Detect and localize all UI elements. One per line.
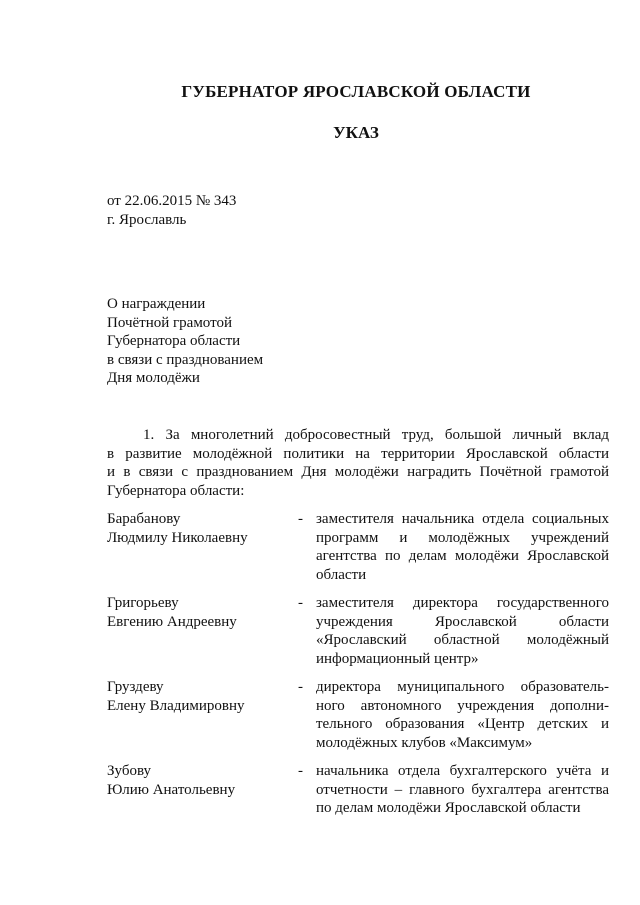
position-line: «Ярославский областной молодёжный [316,632,609,648]
decree-paragraph-1 [107,426,609,500]
recipient-entry [107,510,609,594]
position-line: молодёжных клубов «Максимум» [316,734,533,751]
position-line: по делам молодёжи Ярославской области [316,800,581,816]
recipient-name [107,678,287,715]
decree-meta [107,192,236,230]
position-line: ного автономного учреждения дополни- [316,697,609,714]
subject-line: в связи с празднованием [107,351,264,368]
recipient-dash: - [298,763,303,779]
paragraph-line: в развитие молодёжной политики на территории Ярославской области [107,445,609,462]
position-line: директора муниципального образователь- [316,679,609,695]
recipient-given-name: Елену Владимировну [107,697,245,714]
position-line: отчетности – главного бухгалтера агентства [316,781,609,798]
recipient-entry [107,594,609,678]
position-line: начальника отдела бухгалтерского учёта и [316,763,609,779]
recipient-surname: Зубову [107,763,152,779]
subject-line: О награждении [107,296,206,312]
decree-title: УКАЗ [333,123,379,142]
recipient-position [316,678,609,752]
recipient-name [107,510,287,547]
recipient-dash: - [298,511,303,527]
position-line: программ и молодёжных учреждений [316,529,609,546]
recipient-given-name: Евгению Андреевну [107,613,237,630]
recipient-dash: - [298,595,303,611]
recipient-given-name: Людмилу Николаевну [107,529,248,546]
recipient-entry [107,678,609,762]
subject-line: Губернатора области [107,333,241,349]
decree-subject [107,295,263,388]
recipients-list [107,510,609,846]
position-line: агентства по делам молодёжи Ярославской [316,548,609,564]
paragraph-line: и в связи с празднованием Дня молодёжи наградить Почётной грамотой [107,464,609,480]
recipient-given-name: Юлию Анатольевну [107,781,236,798]
paragraph-line: Губернатора области: [107,482,245,499]
paragraph-line: 1. За многолетний добросовестный труд, большой личный вклад [143,427,609,443]
position-line: заместителя начальника отдела социальных [316,511,609,527]
recipient-dash: - [298,679,303,695]
recipient-name [107,762,287,799]
recipient-entry [107,762,609,846]
position-line: информационный центр» [316,650,479,667]
position-line: тельного образования «Центр детских и [316,716,609,732]
decree-date-number: от 22.06.2015 № 343 [107,193,237,209]
issuer-title: ГУБЕРНАТОР ЯРОСЛАВСКОЙ ОБЛАСТИ [181,82,531,101]
position-line: заместителя директора государственного [316,595,609,611]
position-line: области [316,566,367,583]
recipient-name [107,594,287,631]
recipient-position [316,594,609,668]
recipient-surname: Груздеву [107,679,164,695]
subject-line: Почётной грамотой [107,314,232,331]
recipient-surname: Барабанову [107,511,181,527]
recipient-position [316,762,609,818]
recipient-position [316,510,609,584]
subject-line: Дня молодёжи [107,370,200,386]
decree-city: г. Ярославль [107,212,187,228]
recipient-surname: Григорьеву [107,595,179,611]
position-line: учреждения Ярославской области [316,613,609,630]
